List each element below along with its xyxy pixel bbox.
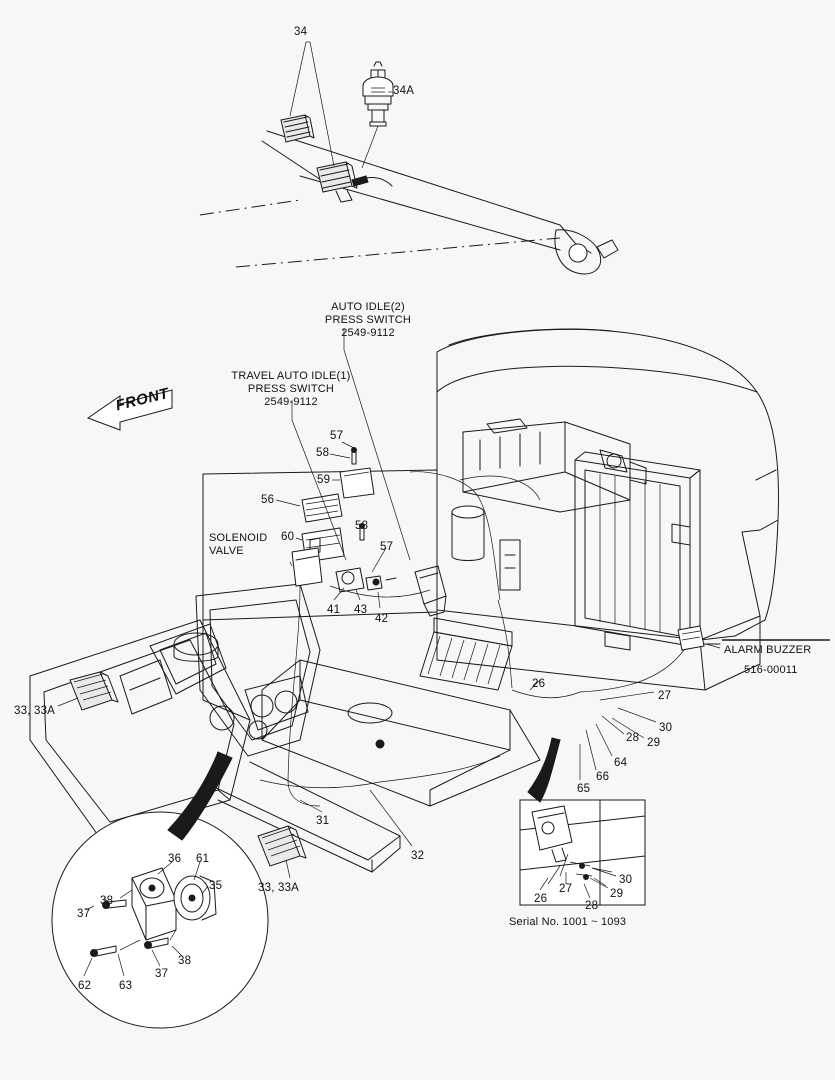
callout-59: 59 (317, 474, 331, 486)
label-solenoid-valve-line1: SOLENOID (209, 532, 268, 544)
callout-64: 64 (614, 757, 628, 769)
detail-circle-horn (52, 812, 268, 1028)
halogen-bulb (363, 62, 393, 126)
label-travel-auto-idle-line2: PRESS SWITCH (247, 383, 335, 395)
callout-43: 43 (354, 604, 368, 616)
callout-37-b: 37 (155, 968, 169, 980)
label-travel-auto-idle-line3: 2549-9112 (264, 396, 318, 408)
callout-32: 32 (411, 850, 425, 862)
lamp-bottom (258, 826, 306, 866)
callout-61: 61 (196, 853, 210, 865)
callout-60: 60 (281, 531, 295, 543)
callout-56: 56 (261, 494, 275, 506)
callout-33-33A-left: 33, 33A (14, 705, 56, 717)
callout-27-a: 27 (658, 690, 672, 702)
battery-box (120, 624, 226, 714)
callout-34: 34 (294, 26, 308, 38)
detail-box-serial (520, 800, 645, 905)
callout-58-a: 58 (316, 447, 330, 459)
fuel-tank (452, 506, 484, 561)
callout-38-a: 38 (100, 895, 114, 907)
callout-42: 42 (375, 613, 389, 625)
callout-38-b: 38 (178, 955, 192, 967)
callout-26-a: 26 (532, 678, 546, 690)
callout-62: 62 (78, 980, 92, 992)
oil-cooler (420, 618, 512, 690)
callout-28-a: 28 (626, 732, 640, 744)
callout-66: 66 (596, 771, 610, 783)
label-alarm-buzzer-line2: 516-00011 (744, 664, 798, 676)
callout-28-b: 28 (585, 900, 599, 912)
front-arrow-label: FRONT (114, 384, 171, 415)
callout-27-b: 27 (559, 883, 573, 895)
callout-57-a: 57 (330, 430, 344, 442)
callout-63: 63 (119, 980, 133, 992)
label-auto-idle-2-line3: 2549-9112 (341, 327, 395, 339)
boom-foot (196, 584, 320, 756)
callout-34A: 34A (393, 85, 415, 97)
work-lamp-upper (281, 115, 314, 142)
callout-41: 41 (327, 604, 341, 616)
callout-29-a: 29 (647, 737, 661, 749)
callout-30-a: 30 (659, 722, 673, 734)
callout-29-b: 29 (610, 888, 624, 900)
callout-26-b: 26 (534, 893, 548, 905)
label-travel-auto-idle-line1: TRAVEL AUTO IDLE(1) (231, 370, 351, 382)
switch-cluster (292, 448, 446, 617)
callout-33-33A-bottom: 33, 33A (258, 882, 300, 894)
callout-57-b: 57 (380, 541, 394, 553)
label-auto-idle-2-line2: PRESS SWITCH (324, 314, 412, 326)
label-auto-idle-2-line1: AUTO IDLE(2) (331, 301, 405, 313)
lamp-left (70, 672, 118, 710)
callout-58-b: 58 (355, 520, 369, 532)
callout-65: 65 (577, 783, 591, 795)
callout-37-a: 37 (77, 908, 91, 920)
callout-31: 31 (316, 815, 330, 827)
callout-35: 35 (209, 880, 223, 892)
label-serial-note: Serial No. 1001 ~ 1093 (509, 916, 627, 928)
boom-lamp-assembly (200, 42, 618, 274)
callout-30-b: 30 (619, 874, 633, 886)
callout-36: 36 (168, 853, 182, 865)
label-solenoid-valve-line2: VALVE (209, 545, 244, 557)
label-alarm-buzzer-line1: ALARM BUZZER (724, 644, 812, 656)
engine-assembly (463, 419, 646, 512)
